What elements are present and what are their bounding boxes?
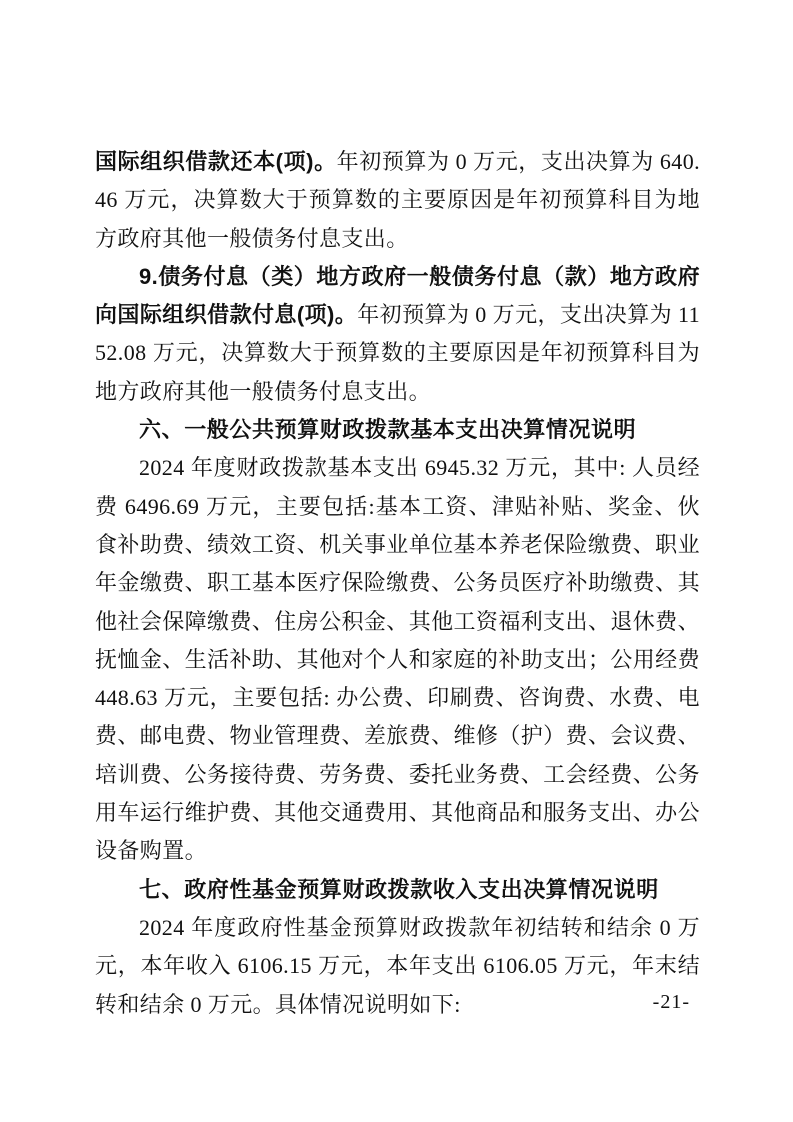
section-heading-7-government-fund-budget: 七、政府性基金预算财政拨款收入支出决算情况说明 (139, 876, 659, 902)
paragraph-bold-lead: 9.债务付息（类）地方政府一般债务付息（款）地方政府向国际组织借款付息(项)。 (95, 263, 700, 328)
paragraph-bold-lead: 国际组织借款还本(项)。 (95, 149, 337, 174)
section-heading-6-basic-expenditure: 六、一般公共预算财政拨款基本支出决算情况说明 (139, 417, 637, 443)
paragraph-intl-org-loan-principal (95, 143, 700, 258)
page-number: -21- (652, 991, 690, 1013)
document-body (95, 143, 700, 1024)
paragraph-text: 年初预算为 0 万元，支出决算为 1152.08 万元，决算数大于预算数的主要原因是年初预算科目为地方政府其他一般债务付息支出。 (95, 302, 700, 404)
paragraph-item-9-debt-interest (95, 258, 700, 411)
paragraph-text: 年初预算为 0 万元，支出决算为 640.46 万元，决算数大于预算数的主要原因是年初预算科目为地方政府其他一般债务付息支出。 (95, 149, 700, 251)
paragraph-section-7-body: 2024 年度政府性基金预算财政拨款年初结转和结余 0 万元，本年收入 6106.15 万元，本年支出 6106.05 万元，年末结转和结余 0 万元。具体情况说明如下: (95, 914, 700, 1017)
paragraph-section-6-body: 2024 年度财政拨款基本支出 6945.32 万元，其中: 人员经费 6496.69 万元，主要包括:基本工资、津贴补贴、奖金、伙食补助费、绩效工资、机关事业单位基本养老保险缴费、职业年金缴费、职工基本医疗保险缴费、公务员医疗补助缴费、其他社会保障缴费、住房公积金、其他工资福利支出、退休费、抚恤金、生活补助、其他对个人和家庭的补助支出；公用经费 448.63 万元，主要包括: 办公费、印刷费、咨询费、水费、电费、邮电费、物业管理费、差旅费、维修（护）费、会议费、培训费、公务接待费、劳务费、委托业务费、工会经费、公务用车运行维护费、其他交通费用、其他商品和服务支出、办公设备购置。 (95, 455, 700, 864)
